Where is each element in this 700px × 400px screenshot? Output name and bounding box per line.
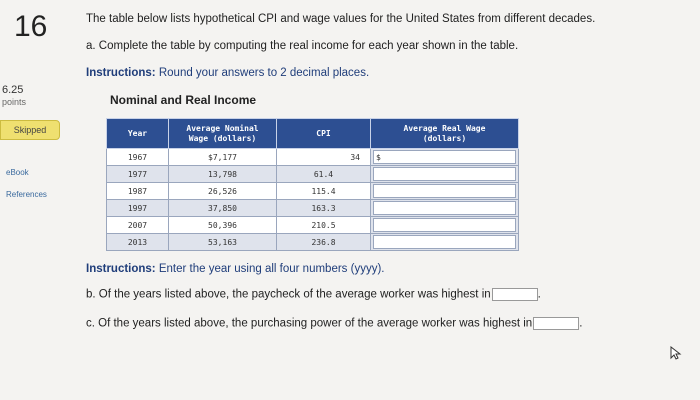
cpi-cell: 34	[277, 149, 371, 166]
part-b-text: b. Of the years listed above, the paycheck of the average worker was highest in	[86, 288, 491, 301]
wage-cell: 26,526	[169, 183, 277, 200]
wage-cell: $7,177	[169, 149, 277, 166]
real-wage-cell	[371, 217, 519, 234]
dollar-sign: $	[376, 152, 381, 162]
table-row	[107, 217, 519, 234]
round-instructions	[86, 67, 369, 79]
ebook-link[interactable]: eBook	[6, 168, 29, 177]
instructions-text: Enter the year using all four numbers (yyyy).	[158, 263, 385, 275]
part-a-text: a. Complete the table by computing the real income for each year shown in the table.	[86, 40, 519, 52]
instructions-label: Instructions:	[86, 67, 156, 79]
real-wage-cell	[371, 200, 519, 217]
header-cpi: CPI	[277, 119, 371, 149]
year-cell: 1967	[107, 149, 169, 166]
cpi-cell: 115.4	[277, 183, 371, 200]
question-number: 16	[14, 10, 48, 43]
income-table	[106, 118, 519, 251]
instructions-text: Round your answers to 2 decimal places.	[158, 67, 370, 79]
year-cell: 1987	[107, 183, 169, 200]
cpi-cell: 236.8	[277, 234, 371, 251]
wage-cell: 50,396	[169, 217, 277, 234]
header-nominal-wage	[169, 119, 277, 149]
year-format-instructions	[86, 263, 384, 275]
real-wage-input[interactable]	[373, 184, 516, 198]
real-wage-input[interactable]	[373, 218, 516, 232]
part-c-answer-input[interactable]	[533, 317, 579, 330]
part-b-answer-input[interactable]	[492, 288, 538, 301]
header-nominal-line2: Wage (dollars)	[188, 133, 257, 143]
points-label: points	[2, 97, 27, 107]
skipped-status-badge[interactable]: Skipped	[0, 120, 60, 140]
year-cell: 1997	[107, 200, 169, 217]
header-real-line2: (dollars)	[422, 133, 467, 143]
real-wage-input[interactable]	[373, 167, 516, 181]
real-wage-cell	[371, 183, 519, 200]
references-link[interactable]: References	[6, 190, 47, 199]
header-real-wage	[371, 119, 519, 149]
header-nominal-line1: Average Nominal	[186, 123, 259, 133]
mouse-pointer-icon	[670, 346, 682, 360]
cpi-cell: 210.5	[277, 217, 371, 234]
table-row	[107, 166, 519, 183]
real-wage-input[interactable]	[373, 235, 516, 249]
part-c-question: c. Of the years listed above, the purchasing power of the average worker was highest in .	[86, 317, 583, 330]
real-wage-input[interactable]	[373, 150, 516, 164]
wage-cell: 37,850	[169, 200, 277, 217]
real-wage-input[interactable]	[373, 201, 516, 215]
instructions-label: Instructions:	[86, 263, 156, 275]
header-real-line1: Average Real Wage	[403, 123, 486, 133]
table-row	[107, 234, 519, 251]
table-row	[107, 183, 519, 200]
real-wage-cell	[371, 234, 519, 251]
year-cell: 1977	[107, 166, 169, 183]
points-value: 6.25	[2, 84, 24, 96]
real-wage-cell	[371, 166, 519, 183]
wage-cell: 13,798	[169, 166, 277, 183]
part-b-question: b. Of the years listed above, the paycheck of the average worker was highest in .	[86, 288, 541, 301]
table-row	[107, 149, 519, 166]
year-cell: 2013	[107, 234, 169, 251]
part-c-text: c. Of the years listed above, the purchasing power of the average worker was highest in	[86, 317, 533, 330]
table-title: Nominal and Real Income	[110, 93, 257, 107]
wage-cell: 53,163	[169, 234, 277, 251]
real-wage-cell	[371, 149, 519, 166]
cpi-cell: 61.4	[277, 166, 371, 183]
header-year: Year	[107, 119, 169, 149]
table-row	[107, 200, 519, 217]
year-cell: 2007	[107, 217, 169, 234]
cpi-cell: 163.3	[277, 200, 371, 217]
question-intro: The table below lists hypothetical CPI and wage values for the United States from different decades.	[86, 13, 596, 25]
